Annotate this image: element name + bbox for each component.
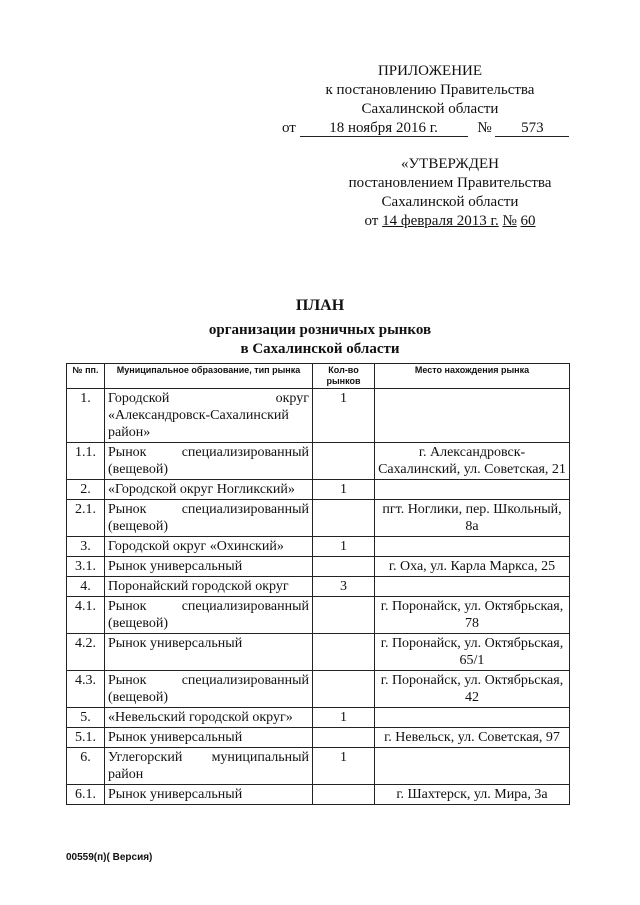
row-num: 4.: [67, 577, 105, 597]
row-count: 1: [313, 389, 375, 443]
row-location: г. Оха, ул. Карла Маркса, 25: [375, 557, 570, 577]
appendix-date: 18 ноября 2016 г.: [300, 120, 468, 137]
row-location: [375, 748, 570, 785]
row-name: Городской округ «Охинский»: [105, 537, 313, 557]
table-row: [67, 577, 570, 597]
row-location: г. Шахтерск, ул. Мира, 3а: [375, 785, 570, 805]
row-count: [313, 597, 375, 634]
row-num: 2.1.: [67, 500, 105, 537]
row-location: [375, 537, 570, 557]
appendix-date-line: [270, 119, 590, 138]
document-version-code: 00559(п)( Версия): [66, 852, 153, 863]
row-num: 3.1.: [67, 557, 105, 577]
row-num: 5.: [67, 708, 105, 728]
approved-date-line: [300, 212, 600, 231]
row-count: [313, 634, 375, 671]
appendix-header: [270, 62, 590, 138]
appendix-title: ПРИЛОЖЕНИЕ: [377, 63, 483, 79]
row-count: 1: [313, 537, 375, 557]
table-row: [67, 537, 570, 557]
table-row: [67, 597, 570, 634]
table-row: [67, 389, 570, 443]
row-count: [313, 785, 375, 805]
row-num: 5.1.: [67, 728, 105, 748]
row-location: [375, 708, 570, 728]
appendix-number: 573: [495, 120, 569, 137]
row-location: [375, 480, 570, 500]
row-location: г. Поронайск, ул. Октябрьская, 65/1: [375, 634, 570, 671]
table-row: [67, 708, 570, 728]
row-num: 3.: [67, 537, 105, 557]
plan-subtitle: [0, 321, 640, 359]
row-num: 6.: [67, 748, 105, 785]
approved-line2: постановлением Правительства: [348, 175, 552, 191]
approved-date: 14 февраля 2013 г.: [382, 213, 499, 229]
row-location: [375, 577, 570, 597]
row-num: 4.2.: [67, 634, 105, 671]
header-num: № пп.: [67, 364, 105, 389]
table-row: [67, 671, 570, 708]
row-num: 4.3.: [67, 671, 105, 708]
row-location: г. Александровск-Сахалинский, ул. Советская, 21: [375, 443, 570, 480]
appendix-line3: Сахалинской области: [361, 101, 499, 117]
table-row: [67, 748, 570, 785]
row-name: Рынок универсальный: [105, 634, 313, 671]
row-count: [313, 500, 375, 537]
approved-title: «УТВЕРЖДЕН: [401, 156, 499, 172]
header-location: Место нахождения рынка: [375, 364, 570, 389]
row-name: Рынок специализированный (вещевой): [105, 671, 313, 708]
row-name: Рынок специализированный (вещевой): [105, 597, 313, 634]
table-row: [67, 557, 570, 577]
approved-line3: Сахалинской области: [381, 194, 519, 210]
row-location: пгт. Ноглики, пер. Школьный, 8а: [375, 500, 570, 537]
row-location: г. Невельск, ул. Советская, 97: [375, 728, 570, 748]
header-name: Муниципальное образование, тип рынка: [105, 364, 313, 389]
table-row: [67, 500, 570, 537]
row-location: г. Поронайск, ул. Октябрьская, 78: [375, 597, 570, 634]
row-num: 1.: [67, 389, 105, 443]
table-row: [67, 785, 570, 805]
table-row: [67, 443, 570, 480]
row-name: Городской округ «Александровск-Сахалинский район»: [105, 389, 313, 443]
row-name: Поронайский городской округ: [105, 577, 313, 597]
row-location: г. Поронайск, ул. Октябрьская, 42: [375, 671, 570, 708]
appendix-from-label: от: [282, 120, 296, 136]
row-location: [375, 389, 570, 443]
approved-no-label: №: [502, 213, 517, 229]
appendix-line2: к постановлению Правительства: [325, 82, 535, 98]
row-name: Рынок специализированный (вещевой): [105, 443, 313, 480]
plan-subtitle-line1: организации розничных рынков: [208, 322, 432, 338]
markets-table: [66, 363, 570, 805]
table-header-row: [67, 364, 570, 389]
row-count: 1: [313, 748, 375, 785]
row-name: Углегорский муниципальный район: [105, 748, 313, 785]
row-num: 6.1.: [67, 785, 105, 805]
row-num: 2.: [67, 480, 105, 500]
row-num: 4.1.: [67, 597, 105, 634]
table-row: [67, 634, 570, 671]
approved-from-label: от: [364, 213, 379, 229]
row-count: 3: [313, 577, 375, 597]
row-name: Рынок специализированный (вещевой): [105, 500, 313, 537]
row-name: Рынок универсальный: [105, 728, 313, 748]
table-row: [67, 728, 570, 748]
row-count: [313, 557, 375, 577]
row-num: 1.1.: [67, 443, 105, 480]
row-name: Рынок универсальный: [105, 557, 313, 577]
row-count: [313, 671, 375, 708]
appendix-no-label: №: [477, 120, 492, 136]
table-row: [67, 480, 570, 500]
row-name: Рынок универсальный: [105, 785, 313, 805]
row-count: 1: [313, 708, 375, 728]
plan-subtitle-line2: в Сахалинской области: [240, 341, 400, 357]
row-count: [313, 728, 375, 748]
plan-title: ПЛАН: [295, 297, 345, 314]
row-name: «Городской округ Ногликский»: [105, 480, 313, 500]
approved-header: [300, 155, 600, 231]
row-count: 1: [313, 480, 375, 500]
header-count: Кол-во рынков: [313, 364, 375, 389]
row-count: [313, 443, 375, 480]
row-name: «Невельский городской округ»: [105, 708, 313, 728]
approved-number: 60: [520, 213, 536, 229]
